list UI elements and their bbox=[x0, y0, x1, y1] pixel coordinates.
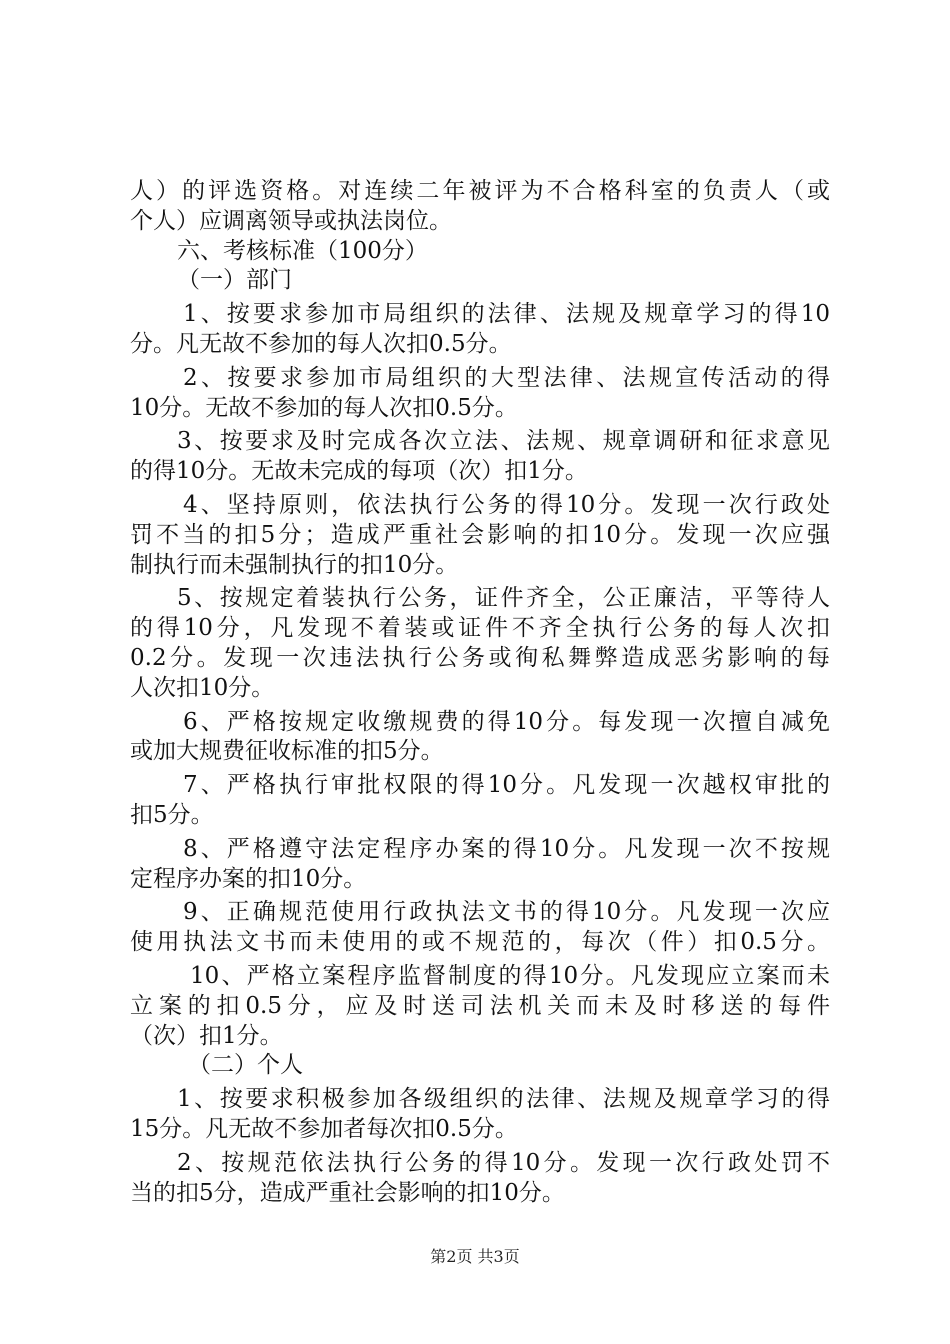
text-line: 的得10分。无故未完成的每项（次）扣1分。 bbox=[130, 458, 588, 485]
text-line: 个人）应调离领导或执法岗位。 bbox=[130, 207, 452, 234]
text-line: 人次扣10分。 bbox=[130, 674, 275, 701]
subsection-heading: （一）部门 bbox=[177, 267, 292, 294]
text-line: 4、坚持原则，依法执行公务的得10分。发现一次行政处 bbox=[183, 491, 830, 518]
text-line: 人）的评选资格。对连续二年被评为不合格科室的负责人（或 bbox=[130, 178, 830, 204]
text-line: 15分。凡无故不参加者每次扣0.5分。 bbox=[130, 1115, 518, 1142]
text-line: 5、按规定着装执行公务，证件齐全，公正廉洁，平等待人 bbox=[177, 585, 830, 612]
text-line: （次）扣1分。 bbox=[130, 1022, 283, 1049]
text-line: 制执行而未强制执行的扣10分。 bbox=[130, 551, 459, 578]
text-line: 6、严格按规定收缴规费的得10分。每发现一次擅自减免 bbox=[183, 708, 830, 735]
text-line: 立案的扣0.5分，应及时送司法机关而未及时移送的每件 bbox=[130, 992, 830, 1019]
text-line: 2、按规范依法执行公务的得10分。发现一次行政处罚不 bbox=[177, 1149, 830, 1176]
text-line: 10、严格立案程序监督制度的得10分。凡发现应立案而未 bbox=[190, 962, 830, 989]
text-line: 0.2分。发现一次违法执行公务或徇私舞弊造成恶劣影响的每 bbox=[130, 644, 830, 671]
text-line: 使用执法文书而未使用的或不规范的，每次（件）扣0.5分。 bbox=[130, 929, 830, 956]
text-line: 10分。无故不参加的每人次扣0.5分。 bbox=[130, 394, 518, 421]
text-line: 8、严格遵守法定程序办案的得10分。凡发现一次不按规 bbox=[183, 835, 830, 862]
subsection-heading: （二）个人 bbox=[188, 1052, 303, 1079]
text-line: 分。凡无故不参加的每人次扣0.5分。 bbox=[130, 330, 512, 357]
text-line: 3、按要求及时完成各次立法、法规、规章调研和征求意见 bbox=[177, 428, 830, 455]
text-line: 或加大规费征收标准的扣5分。 bbox=[130, 738, 444, 765]
text-line: 的得10分，凡发现不着装或证件不齐全执行公务的每人次扣 bbox=[130, 615, 830, 642]
text-line: 7、严格执行审批权限的得10分。凡发现一次越权审批的 bbox=[183, 772, 830, 799]
text-line: 1、按要求参加市局组织的法律、法规及规章学习的得10 bbox=[183, 301, 830, 328]
text-line: 1、按要求积极参加各级组织的法律、法规及规章学习的得 bbox=[177, 1086, 830, 1113]
text-line: 9、正确规范使用行政执法文书的得10分。凡发现一次应 bbox=[183, 899, 830, 926]
text-line: 罚不当的扣5分；造成严重社会影响的扣10分。发现一次应强 bbox=[130, 521, 830, 548]
section-heading: 六、考核标准（100分） bbox=[177, 237, 428, 264]
text-line: 扣5分。 bbox=[130, 801, 214, 828]
text-line: 当的扣5分，造成严重社会影响的扣10分。 bbox=[130, 1179, 565, 1206]
page-footer: 第2页 共3页 bbox=[430, 1247, 520, 1266]
text-line: 2、按要求参加市局组织的大型法律、法规宣传活动的得 bbox=[183, 364, 830, 391]
document-body bbox=[130, 177, 830, 1208]
text-line: 定程序办案的扣10分。 bbox=[130, 865, 367, 892]
